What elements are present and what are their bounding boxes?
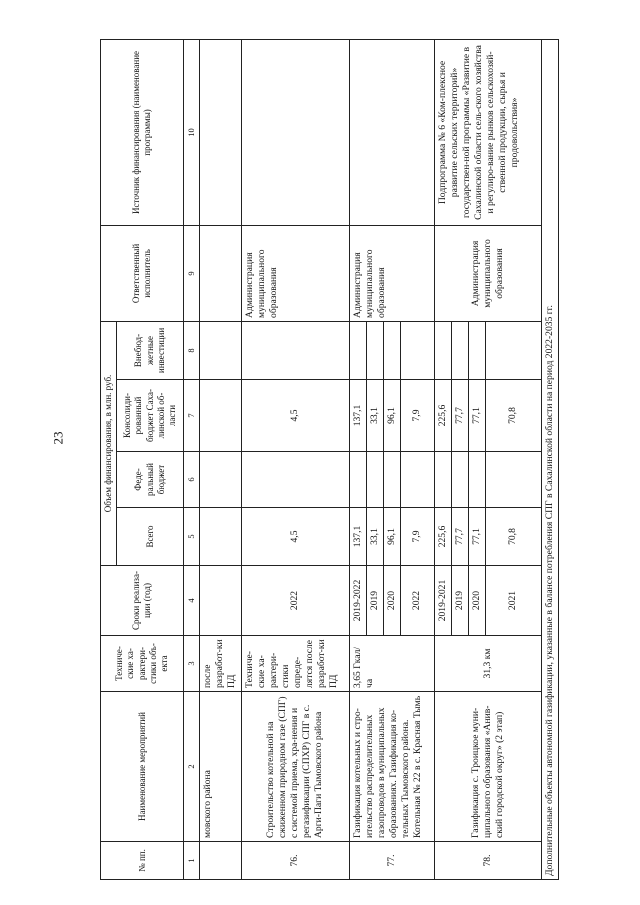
row-consolidated: 77,7 — [451, 380, 468, 452]
row-total: 77,7 — [451, 508, 468, 566]
header-federal: Феде-ральный бюджет — [117, 452, 184, 508]
footnote-row — [541, 39, 558, 879]
row-total: 96,1 — [383, 508, 400, 566]
table-row — [434, 39, 451, 879]
row-total: 4,5 — [241, 508, 349, 566]
row-total: 137,1 — [349, 508, 366, 566]
row-tech: 31,3 км — [434, 636, 541, 692]
row-executor: Администрация муниципального образования — [349, 225, 434, 321]
col-number: 6 — [184, 452, 200, 508]
column-numbers-row — [184, 39, 200, 879]
row-consolidated: 70,8 — [485, 380, 541, 452]
row-year: 2019 — [366, 566, 383, 636]
header-source: Источник финансирования (наименование программы) — [101, 39, 184, 225]
row-year: 2019-2021 — [434, 566, 451, 636]
row-total: 225,6 — [434, 508, 451, 566]
row-year: 2019 — [451, 566, 468, 636]
col-number: 7 — [184, 380, 200, 452]
row-executor: Администрация муниципального образования — [434, 225, 541, 321]
row-name: мовского района — [199, 692, 241, 842]
col-number: 4 — [184, 566, 200, 636]
row-consolidated: 77,1 — [468, 380, 485, 452]
row-year: 2020 — [468, 566, 485, 636]
col-number: 1 — [184, 842, 200, 880]
row-year: 2019-2022 — [349, 566, 366, 636]
col-number: 2 — [184, 692, 200, 842]
row-tech: после разработ-ки ПД — [199, 636, 241, 692]
row-consolidated: 96,1 — [383, 380, 400, 452]
row-total: 7,9 — [400, 508, 434, 566]
header-consolidated: Консолиди-рованный бюджет Саха-линской об-ласти — [117, 380, 184, 452]
header-extrabudget: Внебюд-жетные инвестиции — [117, 321, 184, 379]
row-consolidated: 225,6 — [434, 380, 451, 452]
col-number: 9 — [184, 225, 200, 321]
col-number: 5 — [184, 508, 200, 566]
table-row — [199, 39, 241, 879]
footnote: Дополнительные объекты автономной газификации, указанные в балансе потребления СПГ в Сахалинской области на период 2022-2035 гг. — [541, 39, 558, 879]
row-tech: Техниче-ские ха-рактери-стики опреде-лятся после разработ-ки ПД — [241, 636, 349, 692]
header-executor: Ответственный исполнитель — [101, 225, 184, 321]
row-year: 2020 — [383, 566, 400, 636]
rotated-table-container — [100, 40, 610, 880]
col-number: 10 — [184, 39, 200, 225]
row-name: Строительство котельной на сжиженном природном газе (СПГ) с системой приема, хра-нения и регазификации (СПХР) СПГ в с. Арги-Паги Тымовского района — [241, 692, 349, 842]
row-name: Газификация с. Троицкое муни-ципального образования «Анив-ский городской округ» (2 этап) — [434, 692, 541, 842]
page-number: 23 — [50, 431, 66, 445]
header-tech: Техниче-ские ха-рактери-стики объ-екта — [101, 636, 184, 692]
row-number: 77. — [349, 842, 434, 880]
row-name: Газификация котельных и стро-ительство распределительных газопроводов в муниципальных образованиях. Газификация ко-тельных Тымовского района. Котельная № 22 в с. Красная Тымь — [349, 692, 434, 842]
header-name: Наименование мероприятий — [101, 692, 184, 842]
header-funding-group: Объем финансирования, в млн. руб. — [101, 321, 117, 565]
header-num: № пп. — [101, 842, 184, 880]
row-total: 33,1 — [366, 508, 383, 566]
row-tech: 3,65 Гкал/ча — [349, 636, 434, 692]
row-total: 70,8 — [485, 508, 541, 566]
row-number: 78. — [434, 842, 541, 880]
table-row — [241, 39, 349, 879]
row-source: Подпрограмма № 6 «Ком-плексное развитие сельских территорий» государствен-ной программы «Развитие в Сахалинской области сель-ского хозяйства и регулиро-вание рынков сельскохозяй-ственной продукции, сырья и продовольствия» — [434, 39, 541, 225]
row-year: 2022 — [400, 566, 434, 636]
col-number: 8 — [184, 321, 200, 379]
row-number: 76. — [241, 842, 349, 880]
col-number: 3 — [184, 636, 200, 692]
header-total: Всего — [117, 508, 184, 566]
row-year: 2022 — [241, 566, 349, 636]
table-row — [349, 39, 366, 879]
row-consolidated: 4,5 — [241, 380, 349, 452]
funding-table — [100, 39, 559, 880]
row-consolidated: 33,1 — [366, 380, 383, 452]
row-executor: Администрация муниципального образования — [241, 225, 349, 321]
row-year: 2021 — [485, 566, 541, 636]
row-total: 77,1 — [468, 508, 485, 566]
header-years: Сроки реализа-ции (год) — [101, 566, 184, 636]
row-consolidated: 137,1 — [349, 380, 366, 452]
row-consolidated: 7,9 — [400, 380, 434, 452]
